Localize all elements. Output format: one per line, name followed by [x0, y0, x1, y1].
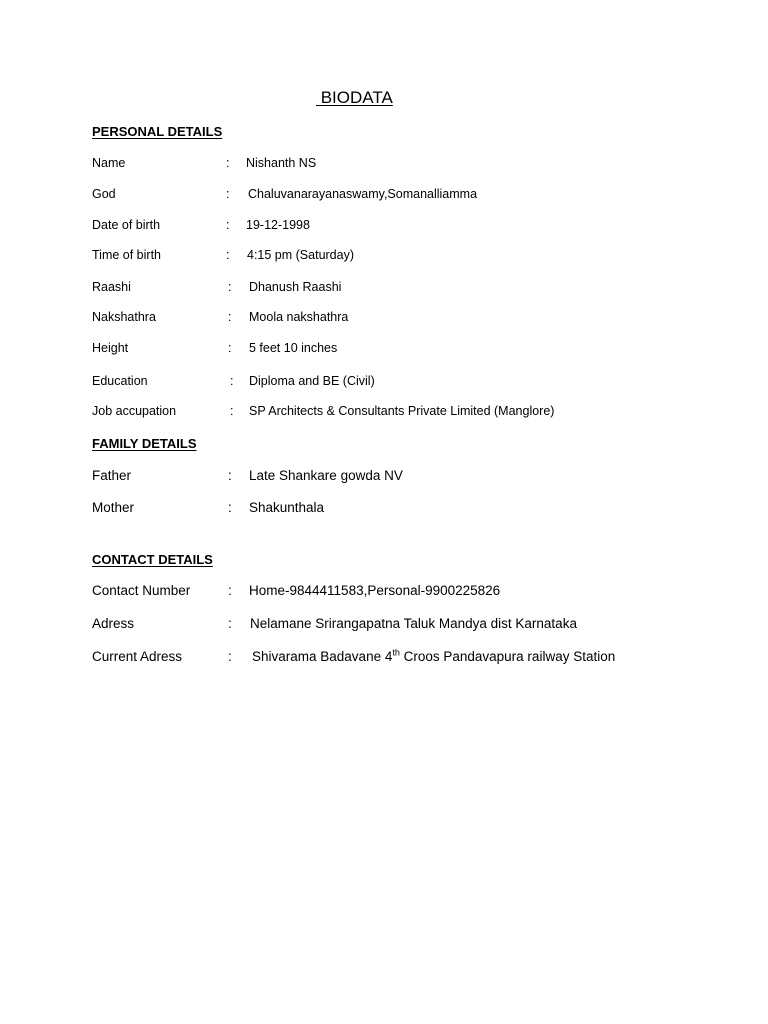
row-label: Height	[92, 341, 129, 355]
row-value: SP Architects & Consultants Private Limited (Manglore)	[249, 404, 555, 418]
document-title: BIODATA	[316, 88, 393, 107]
detail-row-name	[92, 154, 712, 172]
row-value: 5 feet 10 inches	[249, 341, 338, 355]
family-details-heading: FAMILY DETAILS	[92, 436, 197, 451]
detail-row-god	[92, 185, 712, 203]
row-value: Moola nakshathra	[249, 310, 349, 324]
value-superscript: th	[392, 647, 400, 658]
row-label: Contact Number	[92, 583, 191, 598]
row-separator: :	[228, 649, 232, 664]
row-separator: :	[226, 187, 230, 201]
row-separator: :	[228, 280, 232, 294]
row-value: Shakunthala	[249, 500, 325, 515]
row-separator: :	[228, 341, 232, 355]
row-value: Nishanth NS	[246, 156, 317, 170]
row-label: Adress	[92, 616, 135, 631]
value-text: Croos Pandavapura railway Station	[399, 649, 616, 664]
row-label: Date of birth	[92, 218, 161, 232]
detail-row-contact-number	[92, 582, 712, 600]
detail-row-current-adress	[92, 648, 712, 666]
row-separator: :	[228, 310, 232, 324]
detail-row-adress	[92, 615, 712, 633]
row-separator: :	[228, 500, 232, 515]
row-separator: :	[230, 374, 234, 388]
row-separator: :	[226, 218, 230, 232]
row-label: Father	[92, 468, 132, 483]
row-separator: :	[226, 156, 230, 170]
detail-row-mother	[92, 499, 712, 517]
row-separator: :	[228, 616, 232, 631]
row-separator: :	[228, 468, 232, 483]
row-label: Education	[92, 374, 148, 388]
row-label: God	[92, 187, 116, 201]
personal-details-heading: PERSONAL DETAILS	[92, 124, 223, 139]
detail-row-job-accupation	[92, 402, 712, 420]
contact-details-heading: CONTACT DETAILS	[92, 552, 213, 567]
row-value: Diploma and BE (Civil)	[249, 374, 375, 388]
value-text: Shivarama Badavane 4	[252, 649, 393, 664]
row-label: Current Adress	[92, 649, 183, 664]
row-value: Late Shankare gowda NV	[249, 468, 403, 483]
row-separator: :	[228, 583, 232, 598]
row-label: Raashi	[92, 280, 131, 294]
row-label: Name	[92, 156, 126, 170]
row-value: Dhanush Raashi	[249, 280, 342, 294]
row-value: 19-12-1998	[246, 218, 310, 232]
row-value	[252, 648, 615, 666]
row-separator: :	[226, 248, 230, 262]
row-value: Nelamane Srirangapatna Taluk Mandya dist Karnataka	[250, 616, 577, 631]
detail-row-education	[92, 372, 712, 390]
row-separator: :	[230, 404, 234, 418]
detail-row-height	[92, 339, 712, 357]
row-value: Home-9844411583,Personal-9900225826	[249, 583, 501, 598]
row-value: Chaluvanarayanaswamy,Somanalliamma	[248, 187, 478, 201]
detail-row-father	[92, 467, 712, 485]
detail-row-date-of-birth	[92, 216, 712, 234]
row-label: Mother	[92, 500, 135, 515]
row-label: Nakshathra	[92, 310, 156, 324]
detail-row-time-of-birth	[92, 246, 712, 264]
detail-row-raashi	[92, 278, 712, 296]
row-label: Job accupation	[92, 404, 177, 418]
row-label: Time of birth	[92, 248, 162, 262]
detail-row-nakshathra	[92, 308, 712, 326]
row-value: 4:15 pm (Saturday)	[247, 248, 354, 262]
